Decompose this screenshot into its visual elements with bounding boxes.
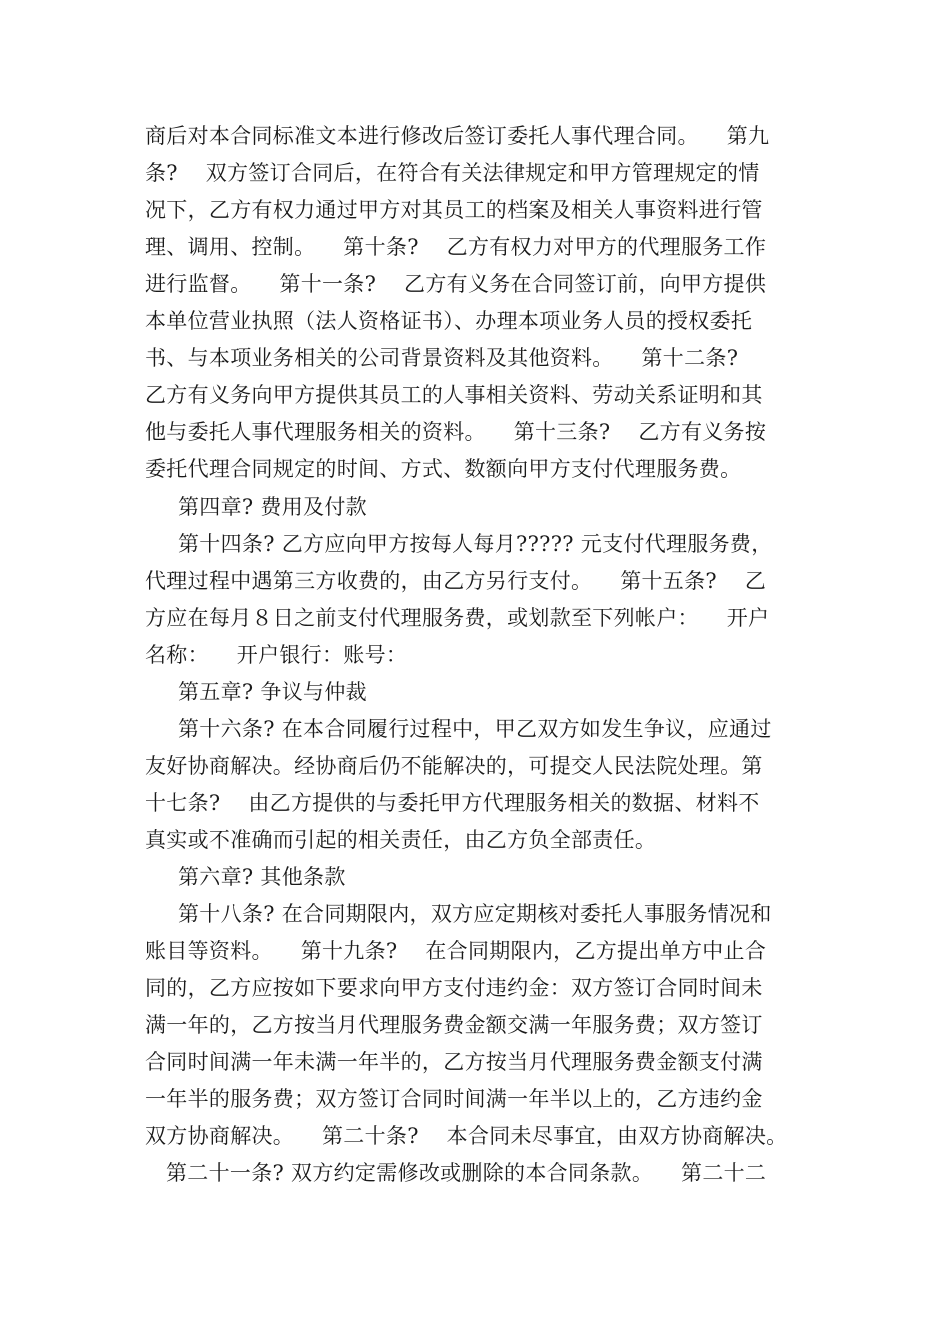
text-line: 况下，乙方有权力通过甲方对其员工的档案及相关人事资料进行管 [145, 198, 763, 222]
chapter-heading: 第五章? 争议与仲裁 [178, 680, 367, 704]
text-line: 乙方有义务向甲方提供其员工的人事相关资料、劳动关系证明和其 [145, 383, 763, 407]
text-line: 代理过程中遇第三方收费的，由乙方另行支付。 第十五条? 乙 [145, 569, 767, 593]
text-line: 第二十一条? 双方约定需修改或删除的本合同条款。 第二十二 [166, 1161, 767, 1185]
text-line: 理、调用、控制。 第十条? 乙方有权力对甲方的代理服务工作 [145, 235, 767, 259]
text-line: 真实或不准确而引起的相关责任，由乙方负全部责任。 [145, 828, 657, 852]
text-line: 同的，乙方应按如下要求向甲方支付违约金：双方签订合同时间未 [145, 976, 763, 1000]
text-line: 十七条? 由乙方提供的与委托甲方代理服务相关的数据、材料不 [145, 791, 760, 815]
text-line: 第十八条? 在合同期限内，双方应定期核对委托人事服务情况和 [178, 902, 772, 926]
text-line: 商后对本合同标准文本进行修改后签订委托人事代理合同。 第九 [145, 124, 770, 148]
text-line: 第十六条? 在本合同履行过程中，甲乙双方如发生争议，应通过 [178, 717, 772, 741]
text-line: 友好协商解决。经协商后仍不能解决的，可提交人民法院处理。第 [145, 754, 763, 778]
text-line: 一年半的服务费；双方签订合同时间满一年半以上的，乙方违约金 [145, 1087, 763, 1111]
text-line: 双方协商解决。 第二十条? 本合同未尽事宜，由双方协商解决。 [145, 1124, 788, 1148]
text-line: 方应在每月８日之前支付代理服务费，或划款至下列帐户： 开户 [145, 606, 770, 630]
text-line: 满一年的，乙方按当月代理服务费金额交满一年服务费；双方签订 [145, 1013, 763, 1037]
chapter-heading: 第六章? 其他条款 [178, 865, 346, 889]
text-line: 条? 双方签订合同后，在符合有关法律规定和甲方管理规定的情 [145, 161, 760, 185]
text-line: 书、与本项业务相关的公司背景资料及其他资料。 第十二条? [145, 346, 739, 370]
text-line: 合同时间满一年未满一年半的，乙方按当月代理服务费金额支付满 [145, 1050, 763, 1074]
chapter-heading: 第四章? 费用及付款 [178, 495, 367, 519]
text-line: 进行监督。 第十一条? 乙方有义务在合同签订前，向甲方提供 [145, 272, 767, 296]
text-line: 账目等资料。 第十九条? 在合同期限内，乙方提出单方中止合 [145, 939, 767, 963]
text-line: 他与委托人事代理服务相关的资料。 第十三条? 乙方有义务按 [145, 420, 767, 444]
text-line: 本单位营业执照（法人资格证书）、办理本项业务人员的授权委托 [145, 309, 753, 333]
text-line: 名称： 开户银行：账号： [145, 643, 408, 667]
text-line: 委托代理合同规定的时间、方式、数额向甲方支付代理服务费。 [145, 457, 742, 481]
text-line: 第十四条? 乙方应向甲方按每人每月????? 元支付代理服务费， [178, 532, 773, 556]
